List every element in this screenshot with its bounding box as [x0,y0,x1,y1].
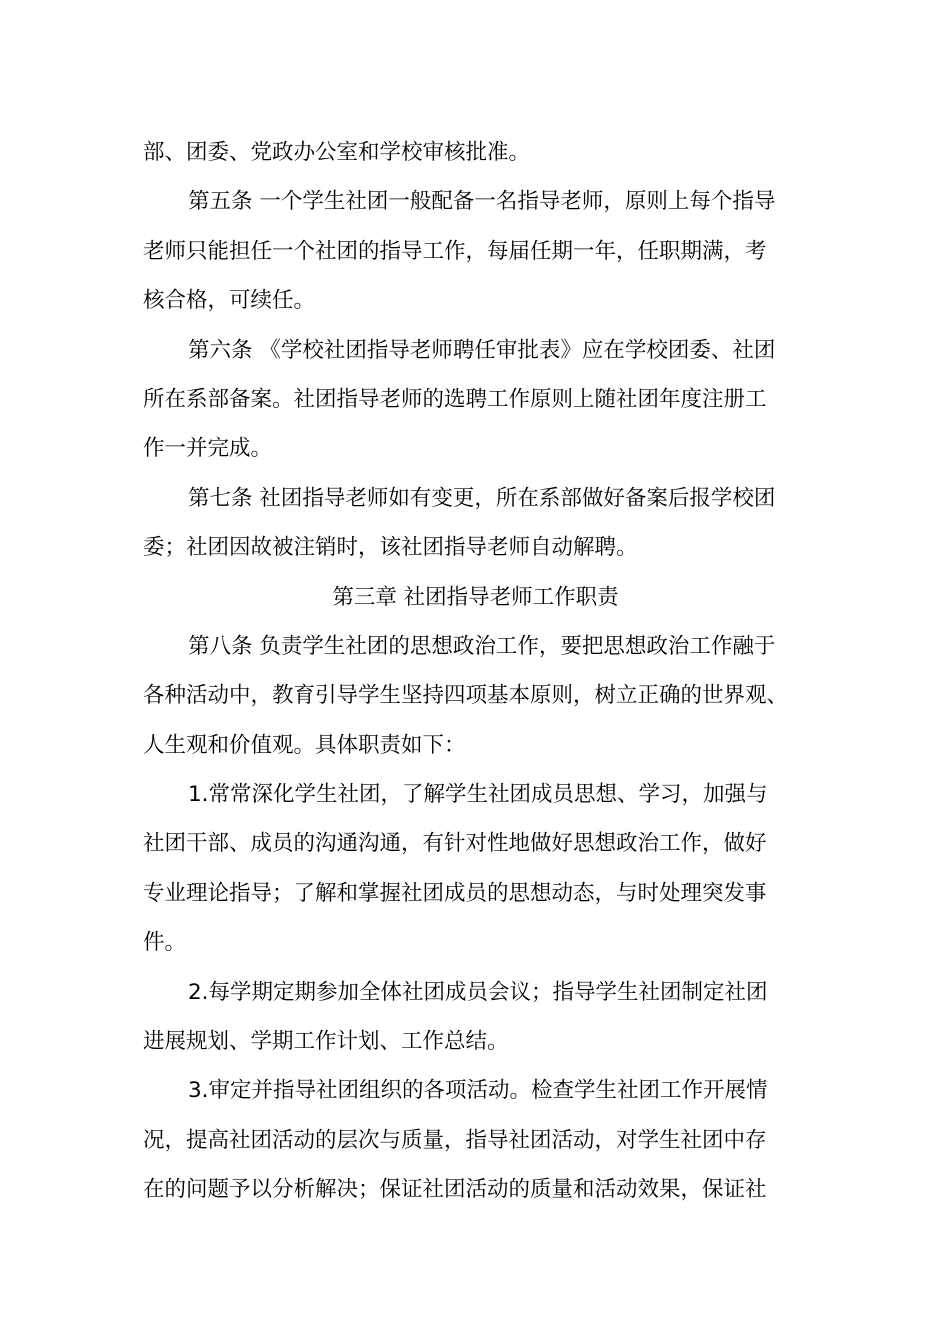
text-line: 作一并完成。 [143,436,273,462]
text-line: 件。 [143,930,187,956]
text-line: 进展规划、学期工作计划、工作总结。 [143,1029,509,1055]
text-line: 专业理论指导；了解和掌握社团成员的思想动态，与时处理突发事 [143,880,767,906]
text-line: 2.每学期定期参加全体社团成员会议；指导学生社团制定社团 [188,979,768,1005]
text-line: 所在系部备案。社团指导老师的选聘工作原则上随社团年度注册工 [143,386,767,412]
text-line: 部、团委、党政办公室和学校审核批准。 [143,140,531,165]
text-line: 1.常常深化学生社团，了解学生社团成员思想、学习，加强与 [188,782,768,808]
text-line: 老师只能担任一个社团的指导工作，每届任期一年，任职期满，考 [143,238,767,264]
text-line: 3.审定并指导社团组织的各项活动。检查学生社团工作开展情 [188,1078,768,1104]
text-line: 各种活动中，教育引导学生坚持四项基本原则，树立正确的世界观、 [143,683,789,709]
text-line: 况，提高社团活动的层次与质量，指导社团活动，对学生社团中存 [143,1127,767,1153]
text-line: 人生观和价值观。具体职责如下： [143,732,466,758]
text-line: 第七条 社团指导老师如有变更，所在系部做好备案后报学校团 [188,485,776,511]
text-line: 委；社团因故被注销时，该社团指导老师自动解聘。 [143,535,638,561]
text-line: 第五条 一个学生社团一般配备一名指导老师，原则上每个指导 [188,189,776,215]
text-line: 社团干部、成员的沟通沟通，有针对性地做好思想政治工作，做好 [143,831,767,857]
text-line: 在的问题予以分析解决；保证社团活动的质量和活动效果，保证社 [143,1177,767,1203]
text-line: 第八条 负责学生社团的思想政治工作，要把思想政治工作融于 [188,633,776,659]
text-line: 第六条 《学校社团指导老师聘任审批表》应在学校团委、社团 [188,337,776,363]
document-body [143,128,808,1215]
text-line: 核合格，可续任。 [143,288,316,314]
chapter-heading: 第三章 社团指导老师工作职责 [332,584,619,610]
